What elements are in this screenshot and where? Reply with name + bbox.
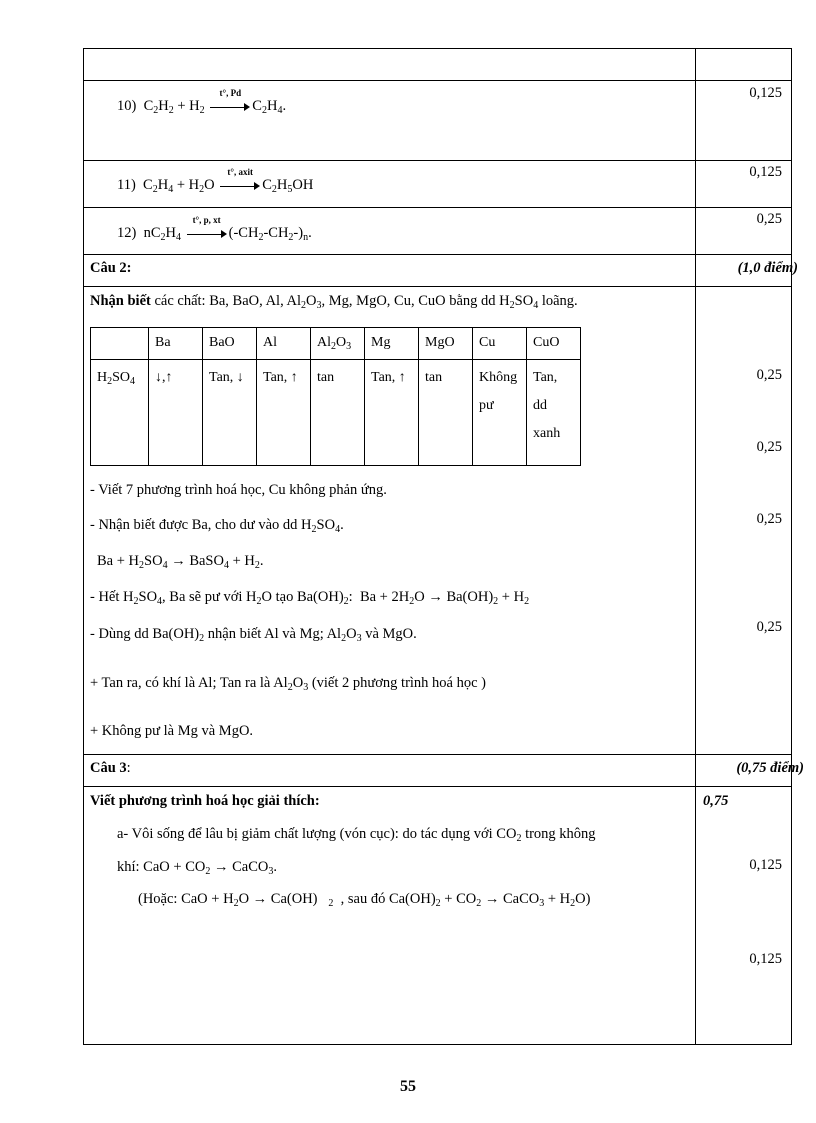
table-header [91,328,149,360]
table-cell: ↓,↑ [149,360,203,466]
table-header: CuO [527,328,581,360]
reaction-11: 11) $C_2H_4 + H_2O$ t°, axit $C_2H_5OH$ [117,166,314,195]
question-3-equation-1: khí: CaO + $CO_2$ → CaCO$_3$. [117,859,277,877]
identification-table [90,327,581,466]
question-3-line-a: a- Vôi sống để lâu bị giảm chất lượng (vón cục): do tác dụng với $CO_2$ trong không [117,826,596,844]
reaction-arrow: t°, p, xt [187,227,227,241]
table-cell: Tan, ↓ [203,360,257,466]
table-cell: Tan, ↑ [365,360,419,466]
score-2d: 0,25 [756,619,782,635]
reaction-12: 12) $nC_2H_4$ t°, p, xt $(-CH_2-CH_2-)_n$. [117,214,312,243]
score-11: 0,125 [749,164,782,180]
question-2-intro: Nhận biết các chất: Ba, BaO, Al, $Al_2O_3$, Mg, MgO, Cu, CuO bằng dd $H_2SO_4$ loãng. [90,293,578,311]
table-cell: Tan, dd xanh [527,360,581,466]
table-header: Ba [149,328,203,360]
question-3-title: Câu 3: [90,760,131,776]
score-3a: 0,125 [749,857,782,873]
reaction-10: 10) $C_2H_2 + H_2$ t°, Pd $C_2H_4$. [117,87,287,116]
row-divider [83,160,792,161]
table-cell: tan [311,360,365,466]
score-2b: 0,25 [756,439,782,455]
page-number: 55 [400,1078,416,1095]
question-3-points: (0,75 điểm) [736,760,804,776]
question-2-title: Câu 2: [90,260,132,276]
table-header: Cu [473,328,527,360]
reaction-arrow: t°, axit [220,179,260,193]
table-cell: Không pư [473,360,527,466]
row-divider [83,786,792,787]
question-2-line-2: - Nhận biết được Ba, cho dư vào dd $H_2SO_4$. [90,517,344,535]
score-2c: 0,25 [756,511,782,527]
question-2-line-4: - Hết $H_2SO_4$, Ba sẽ pư với $H_2O$ tạo $Ba(OH)_2$: $Ba + 2H_2O \to Ba(OH)_2 + H_2$ [90,589,530,607]
table-cell: $H_2SO_4$ [91,360,149,466]
reaction-arrow: t°, Pd [210,100,250,114]
question-3-heading-score: 0,75 [703,793,729,809]
row-divider [83,754,792,755]
row-divider [83,207,792,208]
score-3b: 0,125 [749,951,782,967]
score-column-divider [695,48,696,1045]
question-2-line-7: + Không pư là Mg và MgO. [90,723,254,739]
question-2-equation-1: $Ba + H_2SO_4$ → BaSO$_4$ + $H_2$. [97,553,264,571]
table-header: $Al_2O_3$ [311,328,365,360]
question-2-line-5: - Dùng dd $Ba(OH)_2$ nhận biết Al và Mg; $Al_2O_3$ và MgO. [90,626,417,644]
row-divider [83,254,792,255]
score-2a: 0,25 [756,367,782,383]
table-header: BaO [203,328,257,360]
question-3-heading: Viết phương trình hoá học giải thích: [90,793,320,809]
question-3-alternative: (Hoặc: CaO + $H_2O \to Ca(OH)$ $_2$ , sau đó $Ca(OH)_2 + CO_2$ → CaCO$_3$ + $H_2O$) [138,891,591,909]
question-2-line-1: - Viết 7 phương trình hoá học, Cu không phản ứng. [90,482,387,498]
table-header: MgO [419,328,473,360]
question-2-points: (1,0 điểm) [737,260,798,276]
question-2-line-6: + Tan ra, có khí là Al; Tan ra là $Al_2O_3$ (viết 2 phương trình hoá học ) [90,675,486,693]
score-12: 0,25 [756,211,782,227]
table-header: Mg [365,328,419,360]
table-cell: Tan, ↑ [257,360,311,466]
row-divider [83,80,792,81]
row-divider [83,286,792,287]
score-10: 0,125 [749,85,782,101]
table-cell: tan [419,360,473,466]
table-header: Al [257,328,311,360]
